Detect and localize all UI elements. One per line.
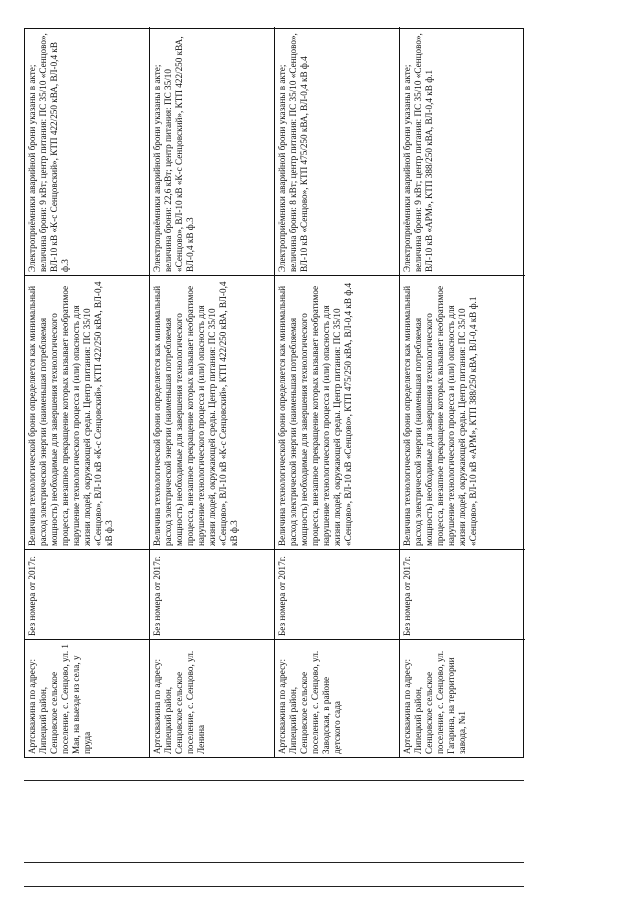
act-number-cell: Без номера от 2017г.: [400, 549, 525, 639]
basis-cell: Величина технологической брони определяется как минимальный расход электрической энергии (наименьшая потребляемая мощность) необходимые для завершения технологического процесса, внезапное прекращение которых вызывает необратимое нарушение технологического процесса и (или) опасность для жизни людей, окружающей среды. Центр питания: ПС 35/10 «Сенцово», ВЛ-10 кВ «К-с Сенцовский», КТП 422/250 кВА, ВЛ-0,4 кВ ф.3: [150, 275, 274, 549]
basis-cell: Величина технологической брони определяется как минимальный расход электрической энергии (наименьшая потребляемая мощность) необходимые для завершения технологического процесса, внезапное прекращение которых вызывает необратимое нарушение технологического процесса и (или) опасность для жизни людей, окружающей среды. Центр питания: ПС 35/10 «Сенцово», ВЛ-10 кВ «АРМ», КТП 388/250 кВА, ВЛ-0,4 кВ ф.1: [400, 275, 525, 549]
table-row: [275, 27, 400, 757]
address-cell: Артскважина по адресу: Липецкий район, Сенцовское сельское поселение, с. Сенцово, ул. Заводская, в районе детского сада: [275, 639, 399, 757]
address-cell: Артскважина по адресу: Липецкий район, Сенцовское сельское поселение, с. Сенцово, ул. Ленина: [150, 639, 274, 757]
act-number-cell: Без номера от 2017г.: [25, 549, 149, 639]
reserve-table: [24, 28, 524, 758]
table-row: [400, 27, 525, 757]
rotated-table-wrapper: [24, 28, 524, 758]
basis-cell: Величина технологической брони определяется как минимальный расход электрической энергии (наименьшая потребляемая мощность) необходимые для завершения технологического процесса, внезапное прекращение которых вызывает необратимое нарушение технологического процесса и (или) опасность для жизни людей, окружающей среды. Центр питания: ПС 35/10 «Сенцово», ВЛ-10 кВ «К-с Сенцовский», КТП 422/250 кВА, ВЛ-0,4 кВ ф.3: [25, 275, 149, 549]
basis-cell: Величина технологической брони определяется как минимальный расход электрической энергии (наименьшая потребляемая мощность) необходимые для завершения технологического процесса, внезапное прекращение которых вызывает необратимое нарушение технологического процесса и (или) опасность для жизни людей, окружающей среды. Центр питания: ПС 35/10 «Сенцово», ВЛ-10 кВ «Сенцово», КТП 475/250 кВА, ВЛ-0,4 кВ ф.4: [275, 275, 399, 549]
address-cell: Артскважина по адресу: Липецкий район, Сенцовское сельское поселение, с. Сенцово, ул. 1 Мая, на выезде из села, у пруда: [25, 639, 149, 757]
reserve-cell: Электроприёмники аварийной брони указаны в акте; величина брони: 9 кВт; центр питания: ПС 35/10 «Сенцово», ВЛ-10 кВ «К-с Сенцовский», КТП 422/250 кВА, ВЛ-0,4 кВ ф.3: [27, 33, 70, 272]
page-divider: [24, 780, 524, 781]
reserve-cell: Электроприёмники аварийной брони указаны в акте; величина брони: 8 кВт; центр питания: ПС 35/10 «Сенцово», ВЛ-10 кВ «Сенцово», КТП 475/250 кВА, ВЛ-0,4 кВ ф.4: [277, 33, 309, 272]
act-number-cell: Без номера от 2017г.: [150, 549, 274, 639]
table-row: [25, 27, 150, 757]
act-number-cell: Без номера от 2017г.: [275, 549, 399, 639]
page-divider: [24, 886, 524, 887]
reserve-cell: Электроприёмники аварийной брони указаны в акте; величина брони: 9 кВт; центр питания: ПС 35/10 «Сенцово», ВЛ-10 кВ «АРМ», КТП 388/250 кВА, ВЛ-0,4 кВ ф.1: [402, 33, 434, 272]
table-row: [150, 27, 275, 757]
reserve-cell: Электроприёмники аварийной брони указаны в акте; величина брони: 22,6 кВт; центр питания: ПС 35/10 «Сенцово», ВЛ-10 кВ «К-с Сенцовский», КТП 422/250 кВА, ВЛ-0,4 кВ ф.3: [152, 36, 195, 272]
address-cell: Артскважина по адресу: Липецкий район, Сенцовское сельское поселение, с. Сенцово, ул. Гагарина, на территории завода, №1: [400, 639, 525, 757]
page-divider: [24, 862, 524, 863]
